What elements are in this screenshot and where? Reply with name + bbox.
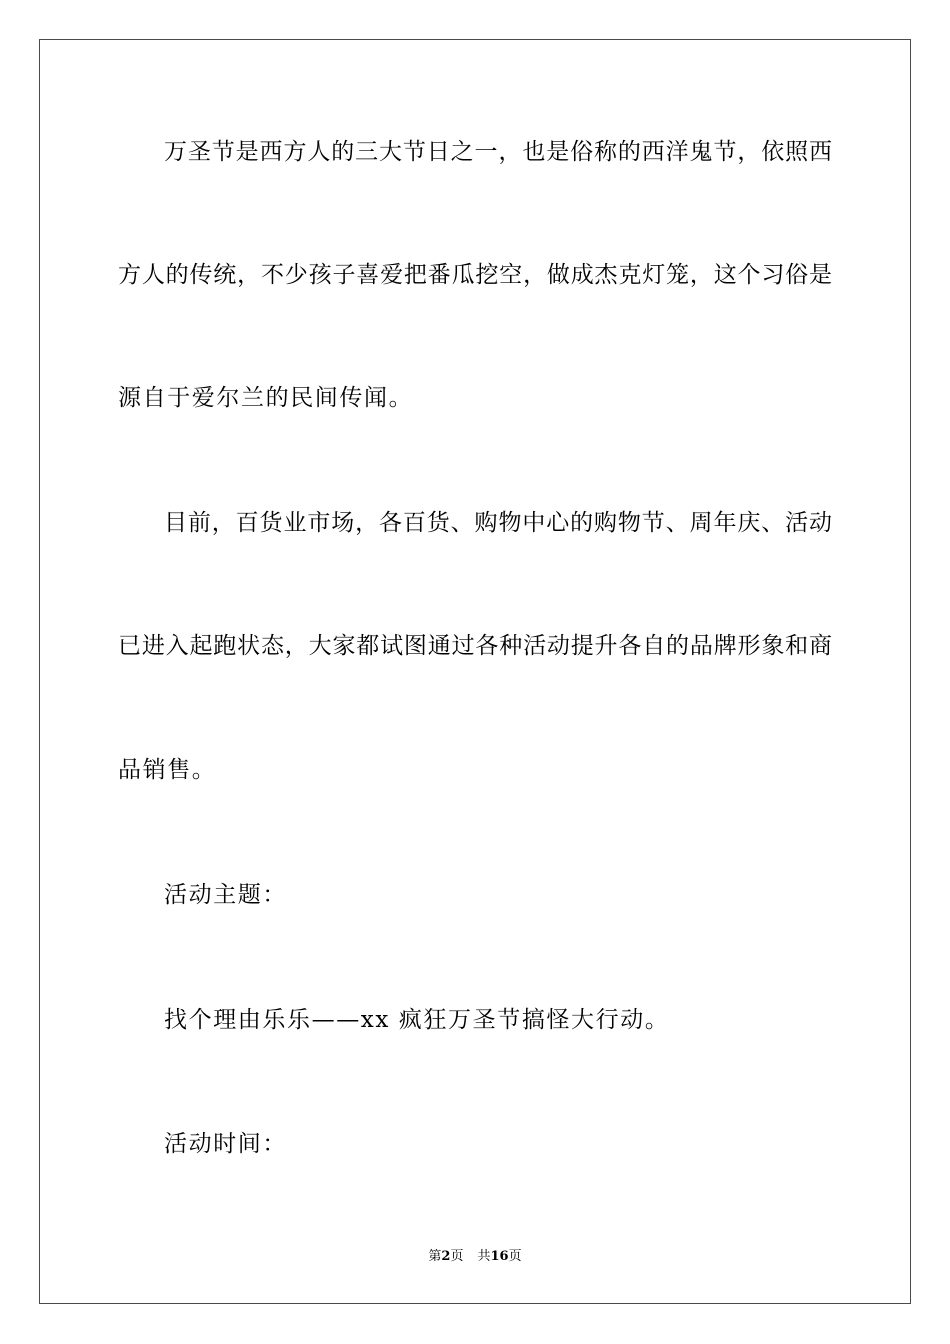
footer-page-number: 2 — [441, 1249, 451, 1264]
paragraph-2-line-3: 品销售。 — [118, 757, 217, 783]
paragraph-2-line-1: 目前，百货业市场，各百货、购物中心的购物节、周年庆、活动 — [164, 510, 832, 536]
activity-theme-heading: 活动主题： — [164, 882, 287, 908]
footer-total-pages: 16 — [490, 1249, 509, 1264]
paragraph-1-line-2: 方人的传统，不少孩子喜爱把番瓜挖空，做成杰克灯笼，这个习俗是 — [118, 262, 832, 288]
footer-page-prefix: 第 — [428, 1249, 442, 1264]
paragraph-2-line-2: 已进入起跑状态，大家都试图通过各种活动提升各自的品牌形象和商 — [118, 633, 832, 659]
page-border — [39, 39, 911, 1304]
activity-time-heading: 活动时间： — [164, 1131, 287, 1157]
footer-page-suffix: 页 — [450, 1249, 464, 1264]
activity-theme-text: 找个理由乐乐——xx 疯狂万圣节搞怪大行动。 — [164, 1007, 670, 1033]
paragraph-1-line-3: 源自于爱尔兰的民间传闻。 — [118, 385, 414, 411]
paragraph-1-line-1: 万圣节是西方人的三大节日之一，也是俗称的西洋鬼节，依照西 — [164, 139, 832, 165]
footer-total-prefix: 共 — [477, 1249, 491, 1264]
footer-total-suffix: 页 — [508, 1249, 522, 1264]
page-footer — [0, 1248, 950, 1266]
